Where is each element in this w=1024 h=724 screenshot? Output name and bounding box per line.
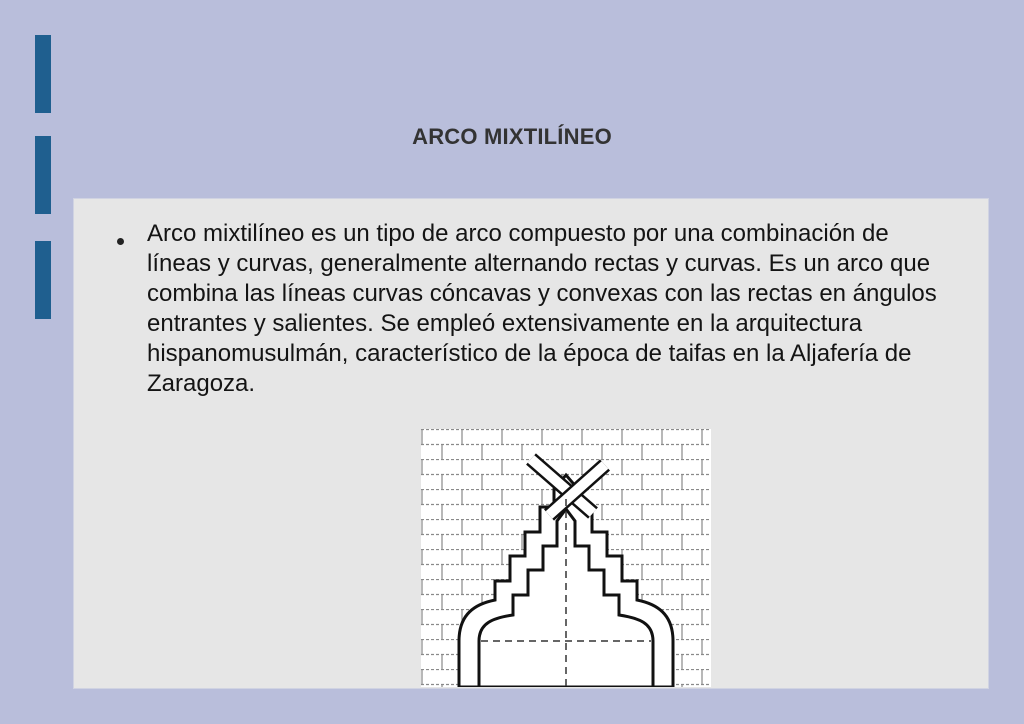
slide-title: ARCO MIXTILÍNEO — [412, 124, 612, 149]
bullet-icon — [117, 238, 124, 245]
content-panel — [73, 198, 989, 689]
bullet-text: Arco mixtilíneo es un tipo de arco compuesto por una combinación de líneas y curvas, generalmente alternando rectas y curvas. Es un arco que combina las líneas curvas cóncavas y convexas con las rectas en ángulos entrantes y salientes. Se empleó extensivamente en la arquitectura hispanomusulmán, característico de la época de taifas en la Aljafería de Zaragoza. — [147, 220, 937, 397]
accent-bar — [35, 35, 51, 113]
mixtilinear-arch-illustration — [421, 429, 711, 687]
accent-bar — [35, 241, 51, 319]
